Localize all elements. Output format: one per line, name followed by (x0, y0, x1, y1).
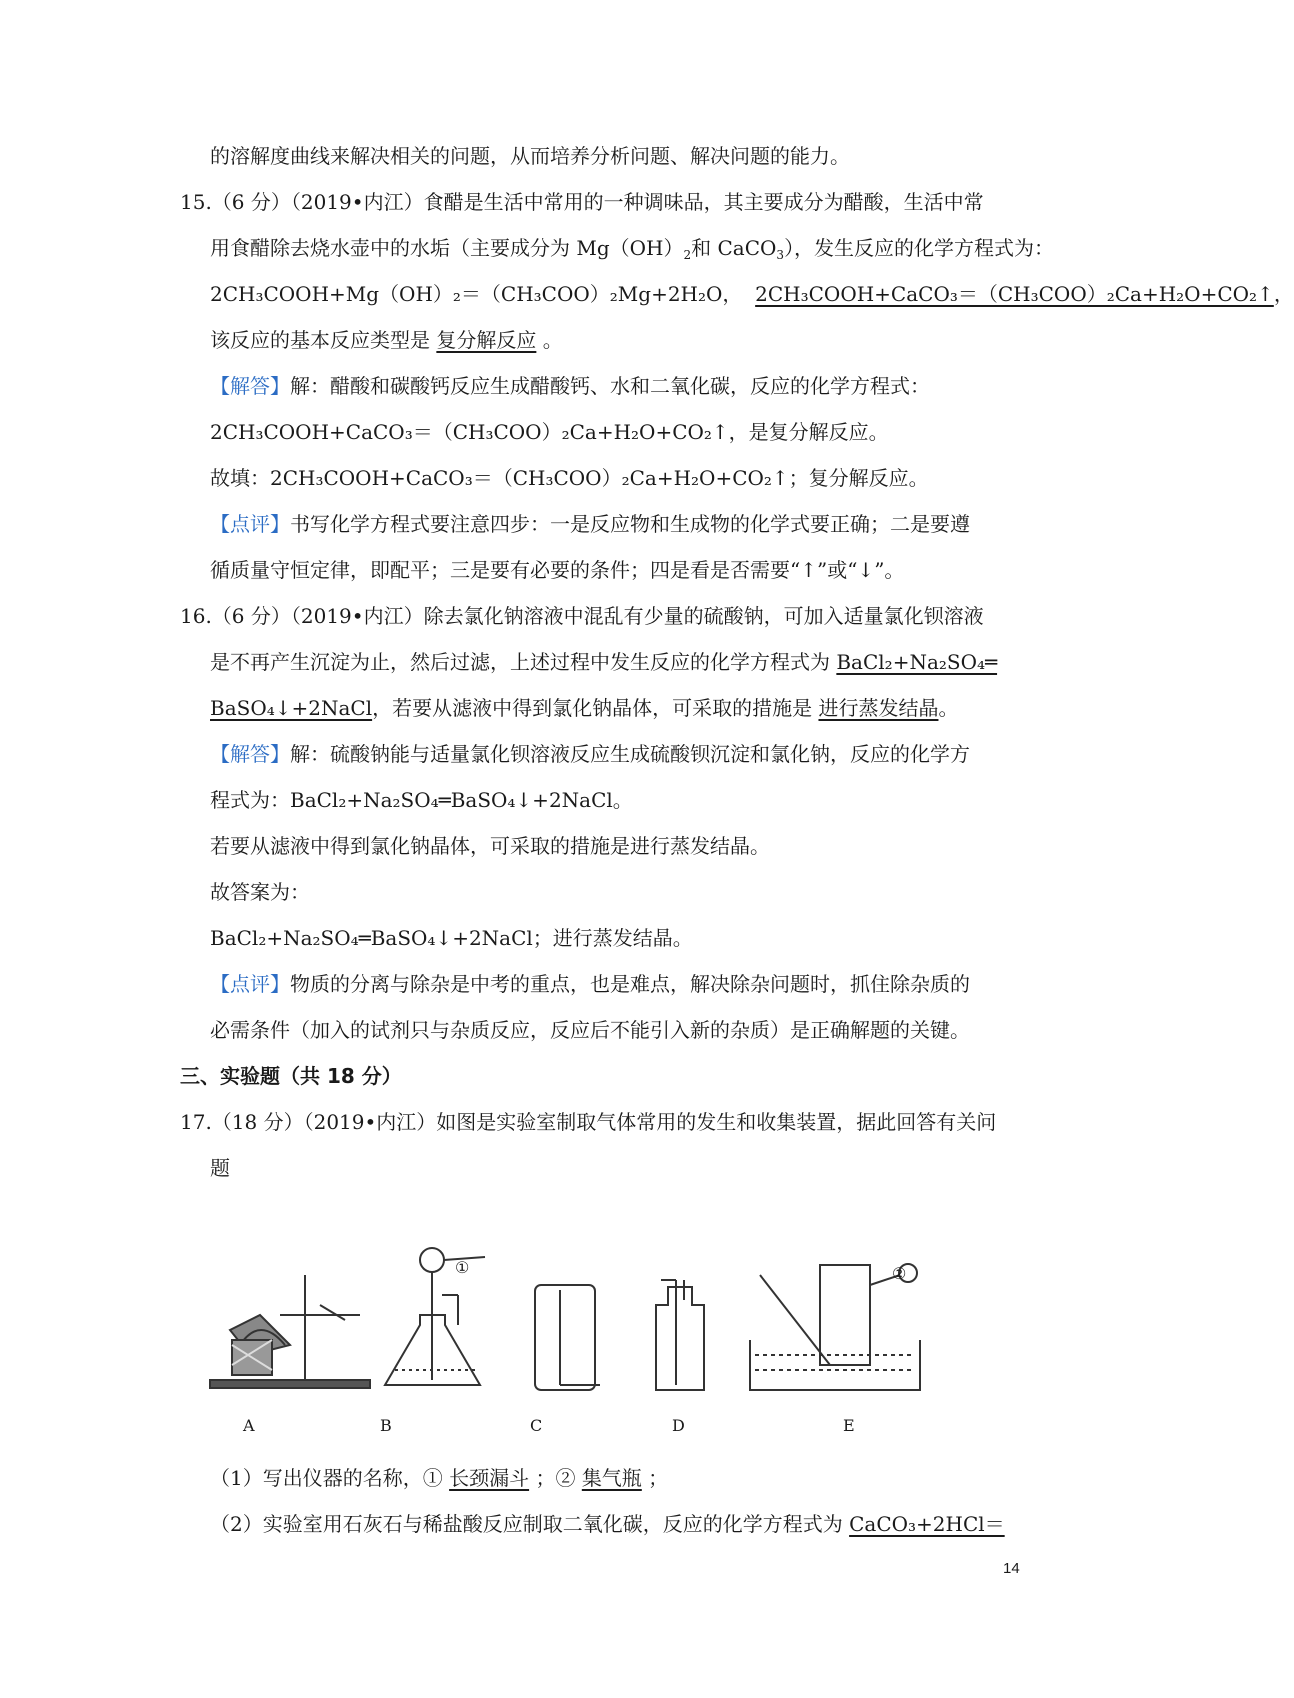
q16-text: 是不再产生沉淀为止，然后过滤，上述过程中发生反应的化学方程式为 (210, 650, 830, 674)
section-heading: 三、实验题（共 18 分） (180, 1064, 402, 1088)
q16-comment-1 (210, 970, 970, 998)
q16-solution-2: 程式为：BaCl₂+Na₂SO₄═BaSO₄↓+2NaCl。 (210, 788, 633, 812)
q17-answer-equation: CaCO₃+2HCl＝ (849, 1512, 1005, 1536)
figure-label-d: D (672, 1416, 685, 1435)
q15-line-3 (210, 280, 1294, 308)
q17-answer-instrument-1: 长颈漏斗 (449, 1466, 530, 1490)
apparatus-c (535, 1285, 600, 1390)
q15-comment-text: 书写化学方程式要注意四步：一是反应物和生成物的化学式要正确；二是要遵 (290, 512, 970, 536)
q17-text: （2）实验室用石灰石与稀盐酸反应制取二氧化碳，反应的化学方程式为 (210, 1512, 843, 1536)
q16-comment-2: 必需条件（加入的试剂只与杂质反应，反应后不能引入新的杂质）是正确解题的关键。 (210, 1018, 970, 1042)
q17-part-1 (210, 1464, 668, 1492)
q16-solution-text: 解：硫酸钠能与适量氯化钡溶液反应生成硫酸钡沉淀和氯化钠，反应的化学方 (290, 742, 970, 766)
q16-line-1: 16.（6 分）（2019•内江）除去氯化钠溶液中混乱有少量的硫酸钠，可加入适量氯化钡溶液 (180, 604, 984, 628)
apparatus-figure (210, 1245, 930, 1440)
q15-answer-reaction-type: 复分解反应 (436, 328, 537, 352)
figure-callout-2: ② (892, 1264, 907, 1283)
q15-text: 。 (542, 328, 563, 352)
q16-solution-4: 故答案为： (210, 880, 310, 904)
q15-text: ），发生反应的化学方程式为： (784, 236, 1055, 260)
q15-text: 用食醋除去烧水壶中的水垢（主要成分为 Mg（OH） (210, 236, 684, 260)
q15-given-equation: 2CH₃COOH+Mg（OH）₂＝（CH₃COO）₂Mg+2H₂O， (210, 282, 743, 306)
q17-part-2 (210, 1510, 1005, 1538)
q16-comment-text: 物质的分离与除杂是中考的重点，也是难点，解决除杂问题时，抓住除杂质的 (290, 972, 970, 996)
q15-text: 和 CaCO (691, 236, 777, 260)
comment-tag: 【点评】 (210, 512, 290, 536)
q16-text: ，若要从滤液中得到氯化钠晶体，可采取的措施是 (372, 696, 813, 720)
q16-line-3 (210, 694, 958, 722)
q16-answer-method: 进行蒸发结晶 (818, 696, 939, 720)
apparatus-d (656, 1280, 704, 1390)
continuation-line: 的溶解度曲线来解决相关的问题，从而培养分析问题、解决问题的能力。 (210, 144, 850, 168)
q17-answer-instrument-2: 集气瓶 (581, 1466, 642, 1490)
q15-line-2: 用食醋除去烧水壶中的水垢（主要成分为 $Mg(OH)_2$和 CaCO$_3$），发生反应的化学方程式为： (210, 236, 1055, 262)
q15-comment-1 (210, 510, 970, 538)
q17-text: ；② (535, 1466, 576, 1490)
q17-text: ； (648, 1466, 669, 1490)
apparatus-b (385, 1248, 485, 1385)
q16-solution-3: 若要从滤液中得到氯化钠晶体，可采取的措施是进行蒸发结晶。 (210, 834, 770, 858)
page-number: 14 (1003, 1560, 1020, 1577)
q16-solution-1 (210, 740, 970, 768)
q16-answer-equation-part1: BaCl₂+Na₂SO₄═ (836, 650, 998, 674)
q15-solution-1 (210, 372, 930, 400)
q17-line-1: 17.（18 分）（2019•内江）如图是实验室制取气体常用的发生和收集装置，据此回答有关问 (180, 1110, 997, 1134)
q15-line-4 (210, 326, 563, 354)
comment-tag: 【点评】 (210, 972, 290, 996)
figure-label-b: B (380, 1416, 392, 1435)
q16-line-2 (210, 648, 997, 676)
q16-text: 。 (938, 696, 959, 720)
figure-label-c: C (530, 1416, 543, 1435)
figure-label-a: A (243, 1416, 255, 1435)
q15-text: 该反应的基本反应类型是 (210, 328, 430, 352)
q15-solution-2: 2CH₃COOH+CaCO₃＝（CH₃COO）₂Ca+H₂O+CO₂↑，是复分解反应。 (210, 420, 889, 444)
q15-solution-text: 解：醋酸和碳酸钙反应生成醋酸钙、水和二氧化碳，反应的化学方程式： (290, 374, 930, 398)
q15-comment-2: 循质量守恒定律，即配平；三是要有必要的条件；四是看是否需要“↑”或“↓”。 (210, 558, 905, 582)
q16-answer-equation-part2: BaSO₄↓+2NaCl (210, 696, 373, 720)
q17-text: （1）写出仪器的名称，① (210, 1466, 443, 1490)
solution-tag: 【解答】 (210, 374, 290, 398)
q15-line-1: 15.（6 分）（2019•内江）食醋是生活中常用的一种调味品，其主要成分为醋酸，生活中常 (180, 190, 984, 214)
solution-tag: 【解答】 (210, 742, 290, 766)
q15-answer-equation: 2CH₃COOH+CaCO₃＝（CH₃COO）₂Ca+H₂O+CO₂↑ (755, 282, 1274, 306)
figure-callout-1: ① (455, 1258, 470, 1277)
q16-solution-5: BaCl₂+Na₂SO₄═BaSO₄↓+2NaCl；进行蒸发结晶。 (210, 926, 693, 950)
figure-label-e: E (843, 1416, 855, 1435)
apparatus-a (210, 1275, 370, 1388)
q15-solution-3: 故填：2CH₃COOH+CaCO₃＝（CH₃COO）₂Ca+H₂O+CO₂↑；复分解反应。 (210, 466, 929, 490)
q15-text: ， (1273, 282, 1294, 306)
q17-line-2: 题 (210, 1156, 230, 1180)
